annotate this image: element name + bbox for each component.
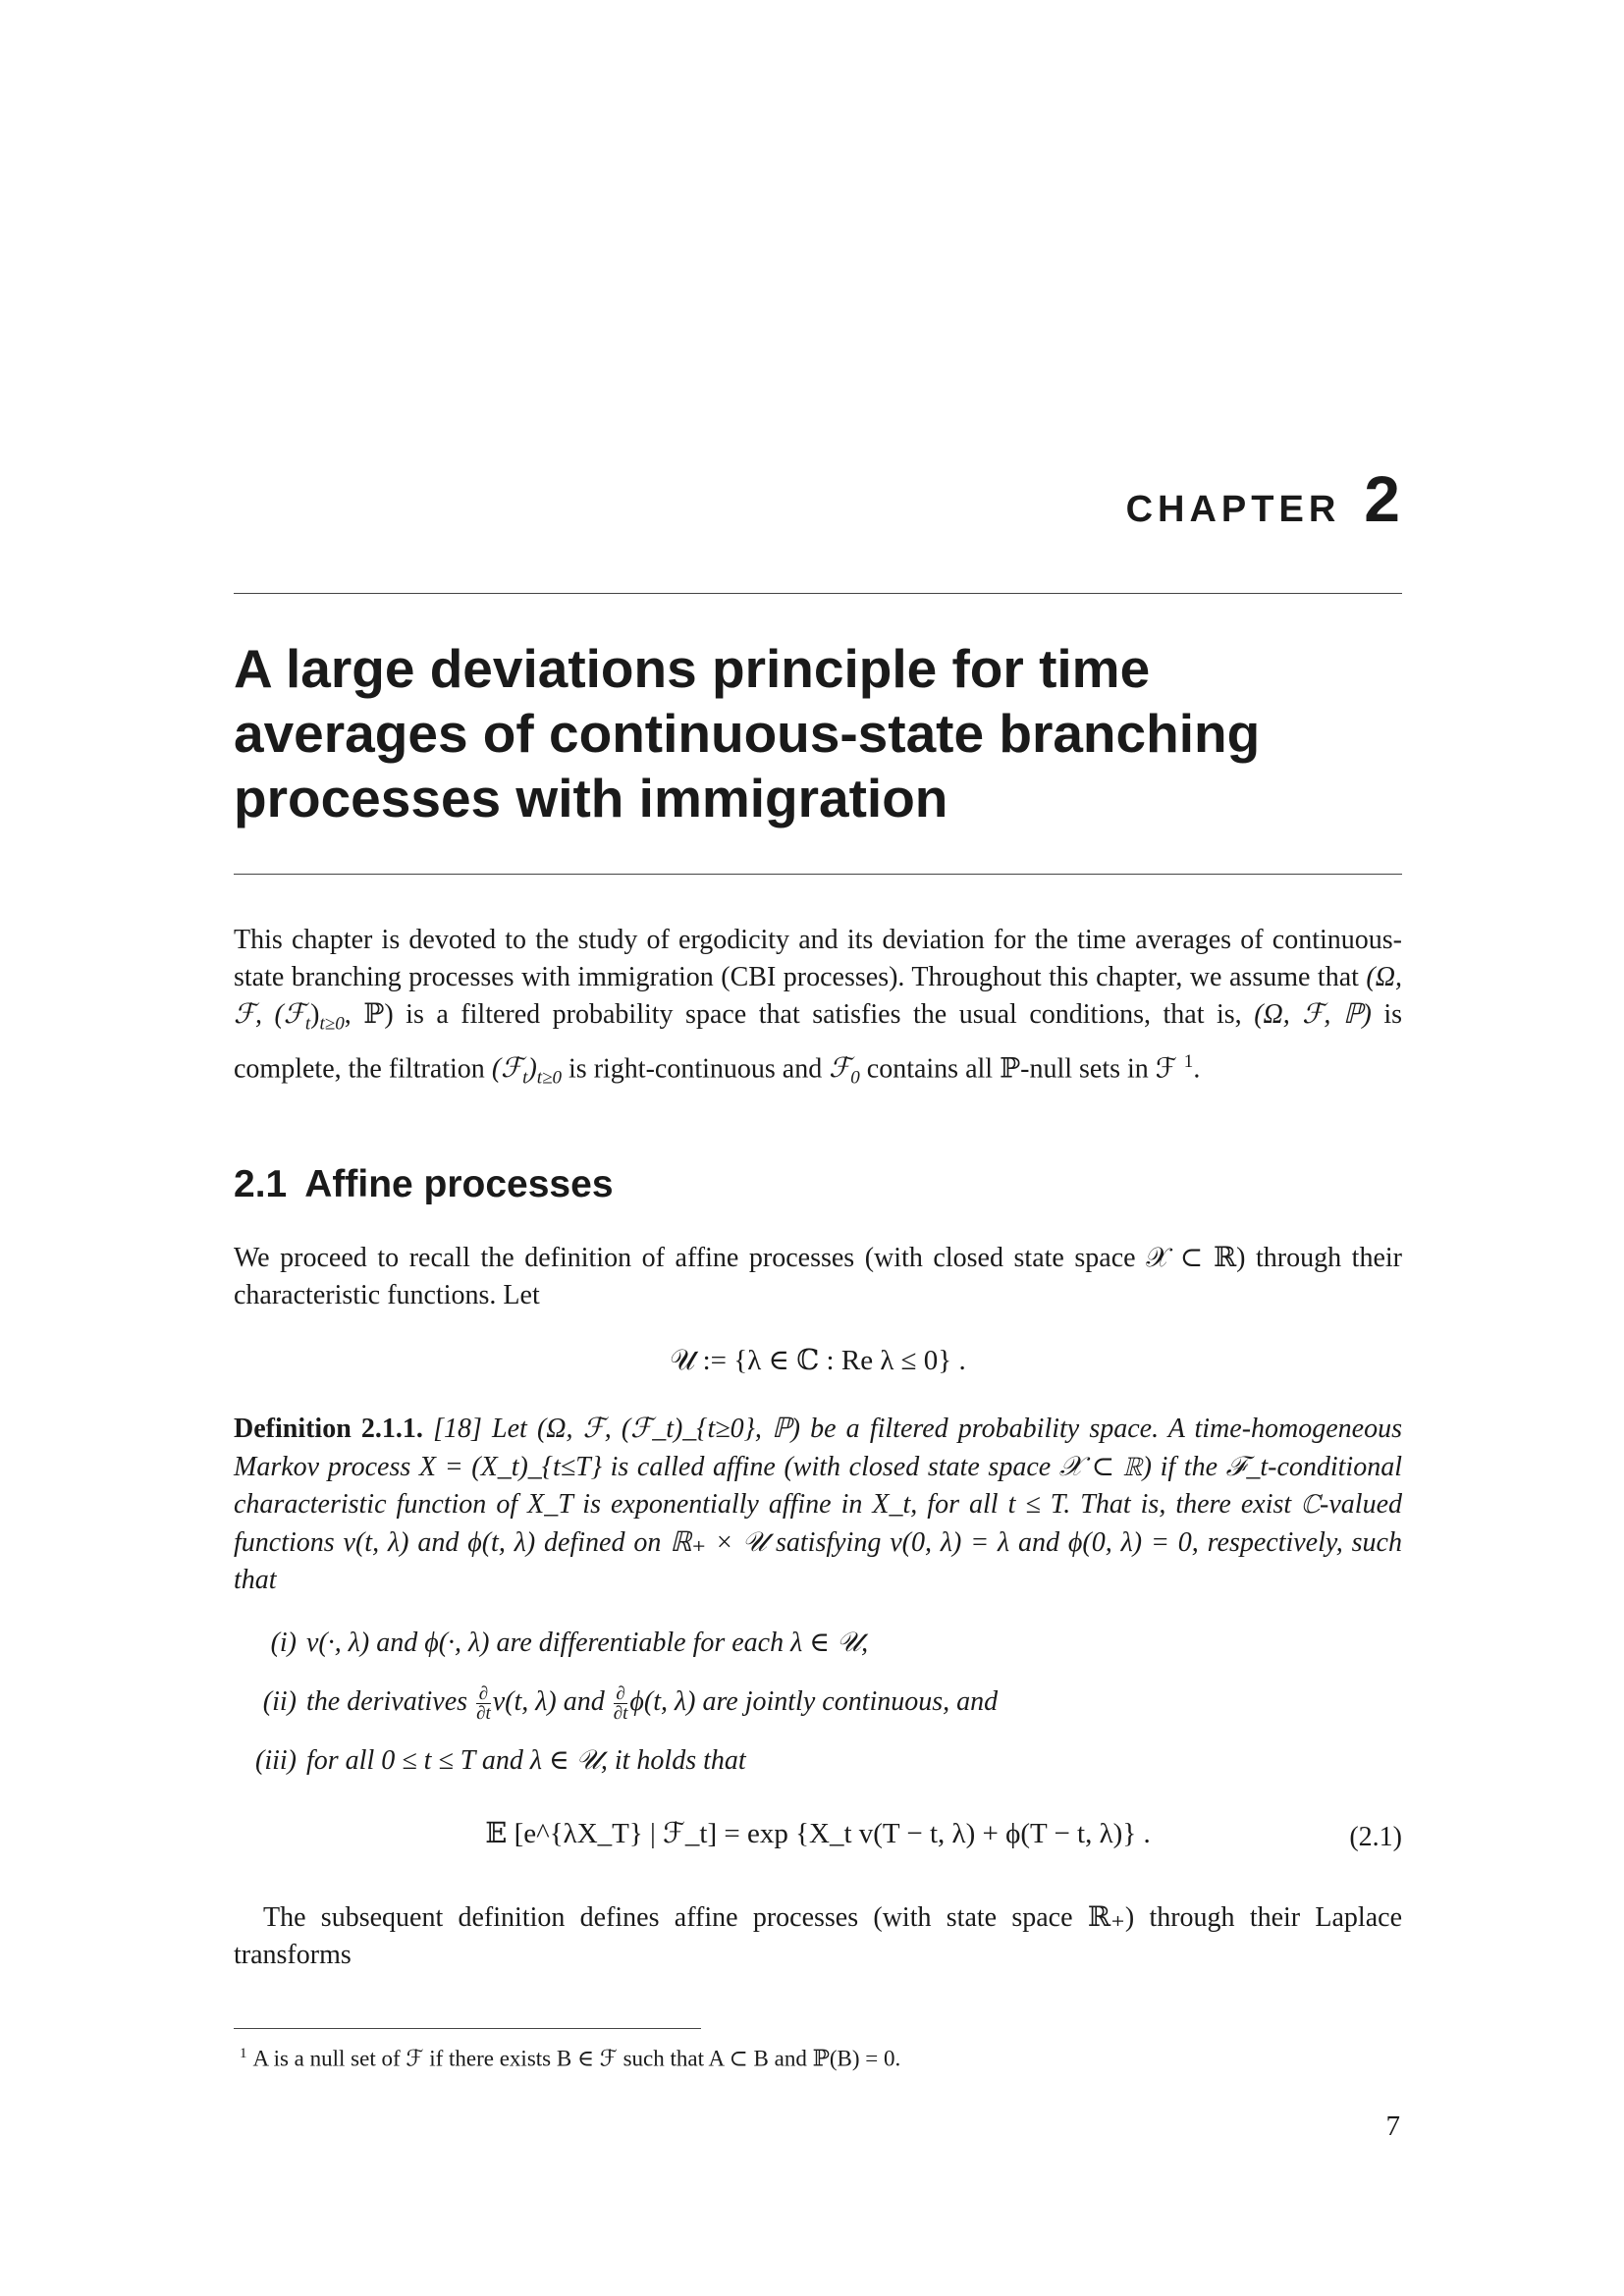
footnote-mark: 1 <box>240 2046 247 2061</box>
intro-text-2: is a filtered probability space that satisfies the usual conditions, that is, <box>393 999 1255 1030</box>
equation-lhs: 𝔼 [e^{λX_T} | ℱ_t] <box>485 1818 718 1849</box>
intro-math-1: (Ω, ℱ, (ℱ <box>234 962 1402 1030</box>
definition-2-1-1 <box>234 1411 1402 1600</box>
item-enum: (iii) <box>255 1745 297 1776</box>
partial-derivative-fraction: $\frac{\partial}{\partial t}$ <box>613 1683 628 1725</box>
item-enum: (ii) <box>262 1686 297 1717</box>
section-title: Affine processes <box>304 1163 614 1205</box>
chapter-title: A large deviations principle for time averages of continuous-state branching processes with immigration <box>234 638 1261 828</box>
item-text: v(·, λ) and ϕ(·, λ) are differentiable for each λ ∈ 𝒰, <box>306 1628 869 1658</box>
equation-2-1 <box>234 1816 1402 1850</box>
page-number: 7 <box>1385 2110 1400 2142</box>
footnote-text: A is a null set of ℱ if there exists B ∈ ℱ such that A ⊂ B and ℙ(B) = 0. <box>252 2046 901 2071</box>
chapter-number: 2 <box>1364 462 1400 535</box>
definition-body: [18] Let (Ω, ℱ, (ℱ_t)_{t≥0}, ℙ) be a filtered probability space. A time-homogeneous Markov process X = (X_t)_{t≤T} is called affine (with closed state space 𝒳 ⊂ ℝ) if the ℱ_t-conditional characteristic function of X_T is exponentially affine in X_t, for all t ≤ T. That is, there exist ℂ-valued functions v(t, λ) and ϕ(t, λ) defined on ℝ₊ × 𝒰 satisfying v(0, λ) = λ and ϕ(0, λ) = 0, respectively, such that <box>234 1414 1403 1595</box>
section-heading <box>234 1163 614 1206</box>
intro-text-3: is complete, the filtration <box>234 999 1402 1084</box>
item-text-post: ϕ(t, λ) are jointly continuous, and <box>629 1686 999 1717</box>
intro-text-5: contains all ℙ-null sets in ℱ <box>859 1052 1177 1084</box>
footnote-rule <box>234 2028 701 2029</box>
equation-U: 𝒰 := {λ ∈ ℂ : Re λ ≤ 0} . <box>670 1345 966 1376</box>
footnote-reference[interactable]: 1 <box>1183 1050 1194 1072</box>
definition-label: Definition 2.1.1. <box>234 1414 423 1444</box>
list-item <box>234 1742 746 1780</box>
section-number: 2.1 <box>234 1163 288 1205</box>
intro-math-2: (Ω, ℱ, ℙ) <box>1254 999 1372 1030</box>
intro-text-4: is right-continuous and <box>562 1052 830 1084</box>
equation-number: (2.1) <box>1349 1822 1402 1852</box>
chapter-word: CHAPTER <box>1125 489 1341 530</box>
list-item <box>234 1625 868 1662</box>
title-top-rule <box>234 593 1402 594</box>
intro-text-1: This chapter is devoted to the study of ergodicity and its deviation for the time averages of continuous-state branching processes with immigration (CBI processes). Throughout this chapter, we assume that <box>234 925 1402 992</box>
equation-rhs: = exp {X_t v(T − t, λ) + ϕ(T − t, λ)} . <box>724 1818 1151 1849</box>
affine-paragraph: We proceed to recall the definition of affine processes (with closed state space 𝒳 ⊂ ℝ) through their characteristic functions. Let <box>234 1243 1402 1310</box>
list-item <box>234 1683 998 1723</box>
footnote <box>240 2039 900 2074</box>
chapter-label <box>1126 461 1400 536</box>
title-bottom-rule <box>234 874 1402 875</box>
item-text: for all 0 ≤ t ≤ T and λ ∈ 𝒰, it holds that <box>306 1745 746 1776</box>
subsequent-paragraph: The subsequent definition defines affine processes (with state space ℝ₊) through their Laplace transforms <box>234 1902 1402 1970</box>
item-enum: (i) <box>270 1628 297 1658</box>
item-text-pre: the derivatives <box>306 1686 468 1717</box>
intro-paragraph: This chapter is devoted to the study of ergodicity and its deviation for the time averages of continuous-state branching processes with immigration (CBI processes). Throughout this chapter, we assume that (Ω, ℱ, $(ℱ_t)_{t\ge 0}$, ℙ) is a filtered probability space that satisfies the usual conditions, that is, (Ω, ℱ, ℙ) is complete, the filtration $(ℱ_t)_{t\ge 0}$ is right-continuous and ℱ$_0$ contains all ℙ-null sets in ℱ $^1$. <box>234 925 1402 1089</box>
item-text-mid: v(t, λ) and <box>492 1686 605 1717</box>
partial-derivative-fraction: $\frac{\partial}{\partial t}$ <box>476 1683 491 1725</box>
